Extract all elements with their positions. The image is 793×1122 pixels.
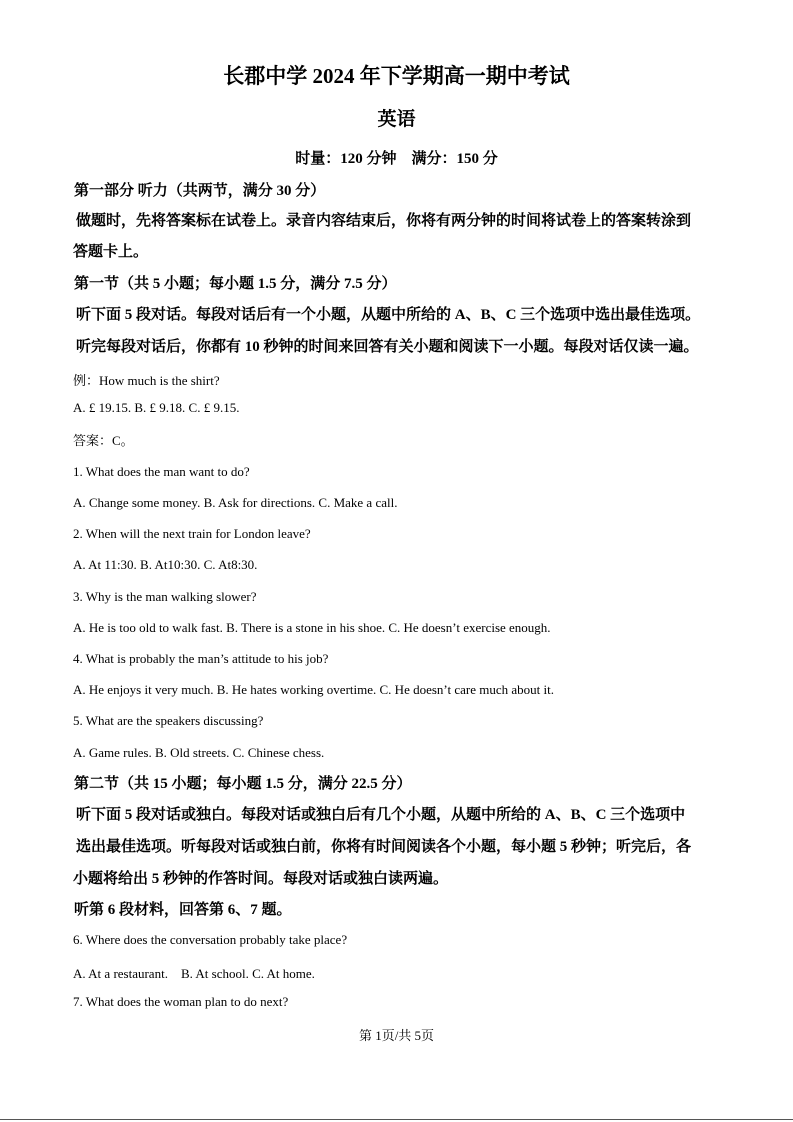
- question-2: 2. When will the next train for London leave?: [73, 526, 311, 541]
- question-3-options: A. He is too old to walk fast. B. There is a stone in his shoe. C. He doesn’t exercise enough.: [73, 620, 551, 635]
- material-6-heading: 听第 6 段材料，回答第 6、7 题。: [74, 902, 292, 918]
- exam-title: 长郡中学 2024 年下学期高一期中考试: [223, 64, 570, 88]
- section1-instruction-line-2: 听完每段对话后，你都有 10 秒钟的时间来回答有关小题和阅读下一小题。每段对话仅读一遍。: [76, 339, 699, 355]
- section2-instruction-line-1: 听下面 5 段对话或独白。每段对话或独白后有几个小题，从题中所给的 A、B、C 三个选项中: [76, 807, 686, 823]
- question-4: 4. What is probably the man’s attitude to his job?: [73, 651, 329, 666]
- question-5-options: A. Game rules. B. Old streets. C. Chinese chess.: [73, 745, 325, 760]
- section2-instruction-line-2: 选出最佳选项。听每段对话或独白前，你将有时间阅读各个小题，每小题 5 秒钟；听完后，各: [76, 839, 692, 855]
- example-answer: 答案：C。: [73, 433, 134, 448]
- section1-instruction-line-1: 听下面 5 段对话。每段对话后有一个小题，从题中所给的 A、B、C 三个选项中选出最佳选项。: [76, 307, 701, 323]
- question-6-options: A. At a restaurant. B. At school. C. At home.: [73, 966, 315, 981]
- exam-meta: 时量：120 分钟 满分：150 分: [295, 151, 498, 167]
- part1-heading: 第一部分 听力（共两节，满分 30 分）: [74, 183, 326, 199]
- part1-instruction-line-1: 做题时，先将答案标在试卷上。录音内容结束后，你将有两分钟的时间将试卷上的答案转涂到: [76, 213, 692, 229]
- part1-instruction-line-2: 答题卡上。: [73, 244, 149, 260]
- section2-instruction-line-3: 小题将给出 5 秒钟的作答时间。每段对话或独白读两遍。: [73, 871, 449, 887]
- example-options: A. £ 19.15. B. £ 9.18. C. £ 9.15.: [73, 400, 240, 415]
- page-bottom-rule: [0, 1119, 793, 1120]
- page-number: 第 1页/共 5页: [358, 1028, 435, 1043]
- question-5: 5. What are the speakers discussing?: [73, 713, 264, 728]
- subject-title: 英语: [377, 109, 416, 130]
- question-1: 1. What does the man want to do?: [73, 464, 250, 479]
- question-3: 3. Why is the man walking slower?: [73, 589, 257, 604]
- question-7: 7. What does the woman plan to do next?: [73, 994, 289, 1009]
- question-4-options: A. He enjoys it very much. B. He hates working overtime. C. He doesn’t care much about it.: [73, 682, 555, 697]
- question-6: 6. Where does the conversation probably take place?: [73, 932, 348, 947]
- section2-heading: 第二节（共 15 小题；每小题 1.5 分，满分 22.5 分）: [74, 776, 412, 792]
- section1-heading: 第一节（共 5 小题；每小题 1.5 分，满分 7.5 分）: [74, 276, 397, 292]
- question-2-options: A. At 11:30. B. At10:30. C. At8:30.: [73, 557, 258, 572]
- question-1-options: A. Change some money. B. Ask for directions. C. Make a call.: [73, 495, 398, 510]
- example-question: 例：How much is the shirt?: [73, 373, 220, 388]
